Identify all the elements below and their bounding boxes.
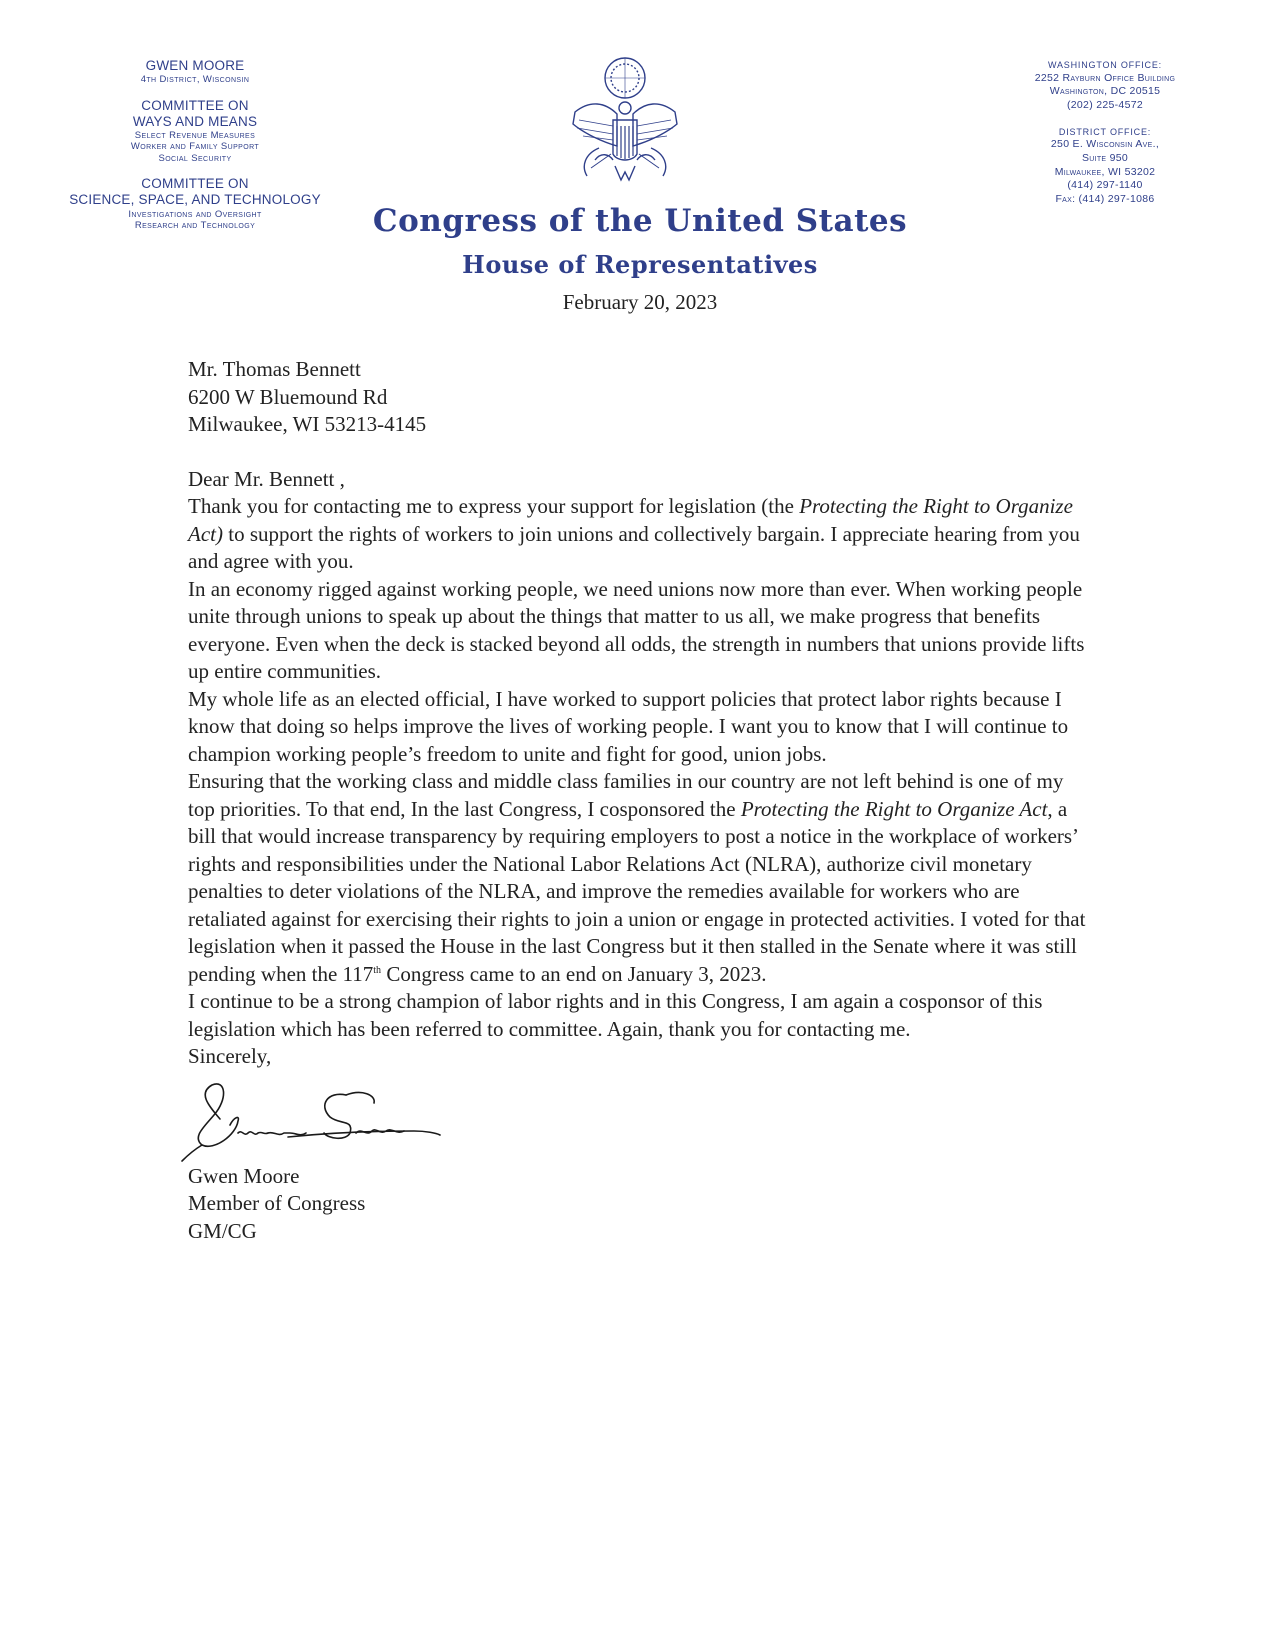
letter-date: February 20, 2023 (562, 290, 718, 314)
left-header (50, 58, 340, 243)
paragraph-4 (188, 768, 1088, 988)
letterhead-congress-title: Congress of the United States (372, 203, 908, 239)
text-run: Thank you for contacting me to express your support for legislation (the (188, 494, 800, 518)
committee-title-line: COMMITTEE ON (141, 176, 249, 192)
address-line: Milwaukee, WI 53213-4145 (188, 412, 427, 436)
signer-name: Gwen Moore (188, 1163, 300, 1188)
paragraph-2: In an economy rigged against working people, we need unions now more than ever. When working people unite through unions to speak up about the things that matter to us all, we make progress that benefits everyone. Even when the deck is stacked beyond all odds, the strength in numbers that unions provide lifts up entire communities. (188, 576, 1085, 683)
recipient-address (188, 356, 1088, 439)
member-name: GWEN MOORE (145, 58, 245, 73)
handwritten-signature (178, 1075, 458, 1163)
committee-title-line: SCIENCE, SPACE, AND TECHNOLOGY (69, 192, 321, 208)
subcommittee: Worker and Family Support (130, 141, 260, 153)
office-line: 2252 Rayburn Office Building (1034, 71, 1176, 84)
salutation: Dear Mr. Bennett , (188, 466, 345, 491)
text-run: Ensuring that the working class and middle class families in our country are not left behind is one of my top priorities. To that end, In the last Congress, I cosponsored the (188, 769, 1064, 821)
office-line: Fax: (414) 297-1086 (1055, 192, 1155, 205)
text-run: to support the rights of workers to join unions and collectively bargain. I appreciate hearing from you and agree with you. (188, 521, 1080, 573)
washington-office (980, 60, 1230, 113)
office-line: Suite 950 (1081, 151, 1129, 164)
committee-title-line: COMMITTEE ON (141, 97, 249, 113)
subcommittee: Research and Technology (134, 219, 256, 231)
member-district: 4th District, Wisconsin (140, 74, 250, 86)
member-block (50, 58, 340, 86)
closing: Sincerely, (188, 1044, 272, 1068)
signer-title: Member of Congress (188, 1191, 366, 1215)
ordinal-suffix: th (373, 964, 382, 976)
act-title: Protecting the Right to Organize Act) (188, 494, 1073, 546)
text-run: Congress came to an end on January 3, 2023. (381, 961, 767, 986)
subcommittee: Social Security (158, 152, 232, 164)
committee-ways-means (50, 98, 340, 165)
office-line: Milwaukee, WI 53202 (1054, 165, 1156, 178)
subcommittee: Investigations and Oversight (128, 208, 262, 220)
letter-body (178, 356, 1088, 1245)
paragraph-1 (188, 493, 1088, 576)
great-seal-eagle-icon (555, 50, 695, 195)
signature-text: Gwen Moore (178, 1074, 184, 1076)
typist-initials: GM/CG (188, 1218, 257, 1243)
right-header (980, 60, 1230, 221)
paragraph-3: My whole life as an elected official, I have worked to support policies that protect labor rights because I know that doing so helps improve the lives of working people. I want you to know that I will continue to champion working people’s freedom to unite and fight for good, union jobs. (188, 686, 1069, 766)
office-label: WASHINGTON OFFICE: (1048, 60, 1162, 70)
office-line: Washington, DC 20515 (1049, 85, 1161, 98)
paragraph-5: I continue to be a strong champion of labor rights and in this Congress, I am again a cosponsor of this legislation which has been referred to committee. Again, thank you for contacting me. (188, 989, 1043, 1041)
subcommittee: Select Revenue Measures (134, 129, 256, 141)
office-line: (202) 225-4572 (1066, 98, 1143, 111)
address-line: Mr. Thomas Bennett (188, 357, 361, 381)
committee-science (50, 176, 340, 231)
office-line: (414) 297-1140 (1067, 179, 1143, 192)
act-title: Protecting the Right to Organize Act (740, 796, 1048, 821)
address-line: 6200 W Bluemound Rd (188, 384, 388, 409)
text-run: , a bill that would increase transparency by requiring employers to post a notice in the workplace of workers’ rights and responsibilities under the National Labor Relations Act (NLRA), authorize civil monetary penalties to deter violations of the NLRA, and improve the remedies available for workers who are retaliated against for exercising their rights to join a union or engage in protected activities. I voted for that legislation when it passed the House in the last Congress but it then stalled in the Senate where it was still pending when the 117 (188, 796, 1086, 986)
committee-title-line: WAYS AND MEANS (132, 113, 258, 129)
district-office (980, 127, 1230, 207)
letterhead-house-title: House of Representatives (462, 250, 818, 279)
office-line: 250 E. Wisconsin Ave., (1050, 138, 1160, 151)
office-label: DISTRICT OFFICE: (1058, 126, 1152, 137)
